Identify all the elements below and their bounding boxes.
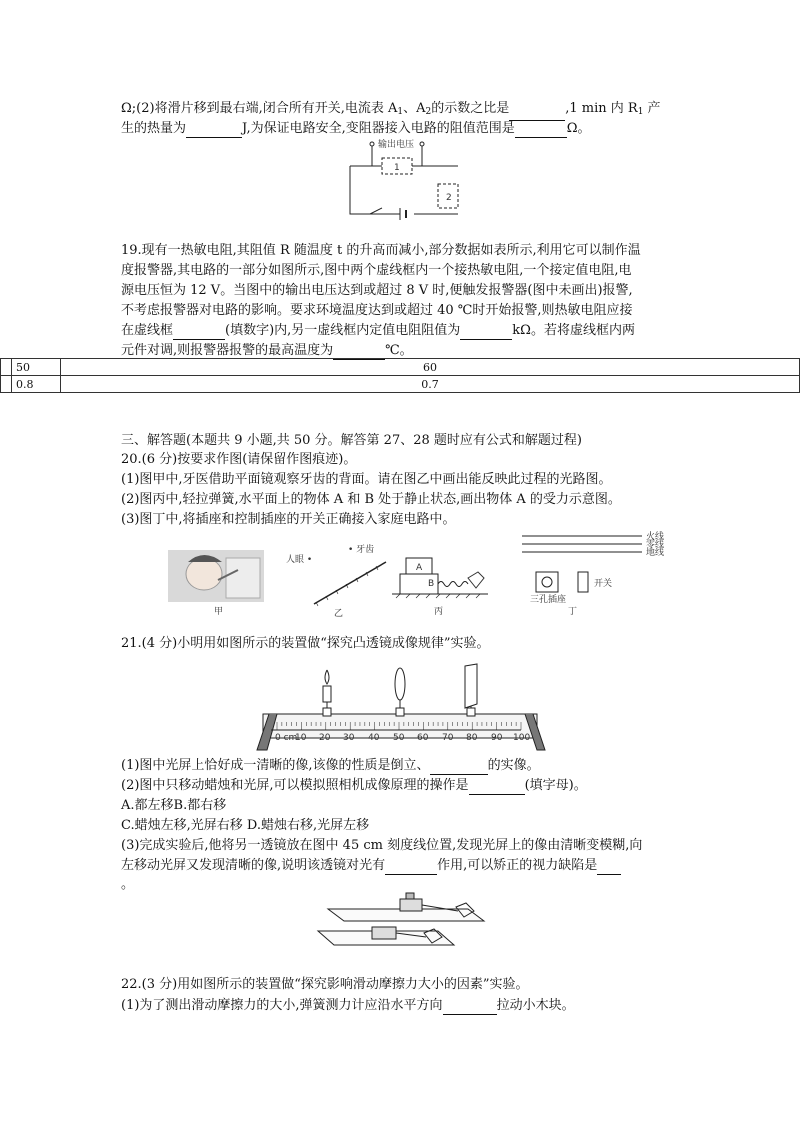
q20-figure-jia [168,540,268,618]
q21-option-ab: A.都左移B.都右移 [121,798,227,813]
answer-blank[interactable] [186,123,242,138]
ruler-label: 80 [466,733,478,743]
q20-line-1: 20.(6 分)按要求作图(请保留作图痕迹)。 [121,452,357,467]
switch-label: 开关 [594,579,613,589]
q19-text: (填数字)内,另一虚线框内定值电阻阻值为 [225,323,461,338]
q18-text: Ω。 [566,121,591,136]
q20-figure-bing [392,548,492,618]
q22-text: 拉动小木块。 [496,998,575,1013]
ruler-label: 40 [368,733,380,743]
hand [468,572,484,588]
q19-text: ℃。 [385,343,413,358]
answer-blank[interactable] [460,325,512,340]
q20-line-2: (1)图甲中,牙医借助平面镜观察牙齿的背面。请在图乙中画出能反映此过程的光路图。 [121,472,612,487]
answer-blank[interactable] [430,760,488,775]
ruler-label: 0 cm [275,733,298,743]
output-voltage-label: 输出电压 [378,140,415,150]
ruler-label: 90 [491,733,503,743]
convex-lens [395,668,405,700]
table-cell: 0.7 [61,376,800,393]
ruler-label: 100 [513,733,531,743]
table-row [1,359,800,376]
weight [406,893,414,899]
table-cell [1,376,12,393]
q21-text: (2)图中只移动蜡烛和光屏,可以模拟照相机成像原理的操作是 [121,778,469,793]
candle-flame [325,670,329,684]
q19-circuit-figure [330,136,470,226]
answer-blank[interactable] [385,860,437,875]
q22-line-1: 22.(3 分)用如图所示的装置做“探究影响滑动摩擦力大小的因素”实验。 [121,977,529,992]
answer-blank[interactable] [443,1000,497,1015]
section-heading: 三、解答题(本题共 9 小题,共 50 分。解答第 27、28 题时应有公式和解题过程) [121,433,582,448]
tooth-label: • 牙齿 [348,545,375,555]
q18-text: ,1 min 内 R [565,101,638,116]
eye-label: 人眼 • [286,555,313,565]
socket-label: 三孔插座 [530,595,567,605]
spring [438,582,468,587]
candle-holder [323,708,331,716]
live-wire-label: 火线 [646,532,665,542]
q20-line-3: (2)图丙中,轻拉弹簧,水平面上的物体 A 和 B 处于静止状态,画出物体 A 的受力示意图。 [121,492,621,507]
q21-text: 的实像。 [487,758,540,773]
answer-blank[interactable] [509,106,565,121]
switch-blade [370,208,382,214]
block-b-label: B [428,579,435,589]
q18-text: 、A [403,101,426,116]
ruler-label: 70 [442,733,454,743]
q20-line-4: (3)图丁中,将插座和控制插座的开关正确接入家庭电路中。 [121,512,456,527]
dentist-arm [226,558,260,598]
q21-text: 左移动光屏又发现清晰的像,说明该透镜对光有 [121,858,386,873]
q21-line-2 [121,757,540,775]
subscript: 2 [425,107,432,117]
box-1-label: 1 [394,163,400,173]
table-cell: 60 [61,359,800,376]
wood-block-upper [400,899,422,911]
q21-text: 作用,可以矫正的视力缺陷是 [437,858,598,873]
screen-holder [467,708,475,716]
subscript: 1 [397,107,404,117]
q19-line-2: 度报警器,其电路的一部分如图所示,图中两个虚线框内一个接热敏电阻,一个接定值电阻,电 [121,263,632,278]
wood-block-lower [372,927,396,939]
temperature-resistance-table [0,358,800,393]
q19-text: 元件对调,则报警器报警的最高温度为 [121,343,334,358]
answer-blank[interactable] [173,325,225,340]
subscript: 1 [637,107,644,117]
q22-text: (1)为了测出滑动摩擦力的大小,弹簧测力计应沿水平方向 [121,998,443,1013]
q19-text: 在虚线框 [121,323,174,338]
q18-text: 产 [643,101,661,116]
patient-face [186,558,222,590]
light-screen [465,664,477,708]
ruler-label: 60 [417,733,429,743]
q22-line-2 [121,997,575,1015]
neutral-wire-label: 零线 [646,540,665,550]
table-cell: 50 [12,359,61,376]
output-terminal [370,142,374,146]
answer-blank[interactable] [469,780,525,795]
q21-line-8: 。 [121,877,135,892]
output-terminal [420,142,424,146]
q20-figure-yi [282,540,392,618]
ruler-label: 30 [343,733,355,743]
optical-bench-figure [255,664,545,756]
q18-text: J,为保证电路安全,变阻器接入电路的阻值范围是 [242,121,515,136]
answer-blank[interactable] [597,860,621,875]
q19-text: kΩ。若将虚线框内两 [512,323,635,338]
q21-option-cd: C.蜡烛左移,光屏右移 D.蜡烛右移,光屏左移 [121,818,370,833]
q18-text: 生的热量为 [121,121,187,136]
fig-yi-label: 乙 [334,609,344,619]
ruler-label: 20 [319,733,331,743]
q19-line-4: 不考虑报警器对电路的影响。要求环境温度达到或超过 40 ℃时开始报警,则热敏电阻应接 [121,303,633,318]
q19-line-1: 19.现有一热敏电阻,其阻值 R 随温度 t 的升高而减小,部分数据如表所示,利用它可以制作温 [121,243,641,258]
q21-line-1: 21.(4 分)小明用如图所示的装置做“探究凸透镜成像规律”实验。 [121,636,490,651]
box-2-label: 2 [446,193,452,203]
fig-jia-label: 甲 [214,607,224,617]
fig-bing-label: 丙 [434,607,444,617]
plane-mirror [314,562,386,604]
block-a-label: A [416,563,423,573]
q21-text: (1)图中光屏上恰好成一清晰的像,该像的性质是倒立、 [121,758,430,773]
circuit-wire [350,166,400,214]
table-cell: 0.8 [12,376,61,393]
q21-line-3 [121,777,587,795]
candle-body [323,686,331,702]
q21-line-6: (3)完成实验后,他将另一透镜放在图中 45 cm 刻度线位置,发现光屏上的像由清晰变模糊,向 [121,838,643,853]
q18-text: Ω;(2)将滑片移到最右端,闭合所有开关,电流表 A [121,101,398,116]
lens-holder [396,708,404,716]
switch-body [578,572,588,592]
table-row [1,376,800,393]
q18-line-1 [121,100,661,121]
socket-body [536,572,558,592]
fig-ding-label: 丁 [568,607,578,617]
ruler-label: 50 [393,733,405,743]
answer-blank[interactable] [515,123,567,138]
q21-line-7 [121,857,621,875]
q18-text: 的示数之比是 [431,101,510,116]
ground-wire-label: 地线 [646,548,665,558]
q20-figure-ding [512,528,665,618]
table-cell [1,359,12,376]
q21-text: (填字母)。 [524,778,587,793]
socket-face [542,577,552,587]
q19-line-5 [121,322,635,340]
q19-line-3: 源电压恒为 12 V。当图中的输出电压达到或超过 8 V 时,便触发报警器(图中未画出)报警, [121,283,633,298]
friction-experiment-figure [318,885,488,955]
ruler-label: 10 [295,733,307,743]
